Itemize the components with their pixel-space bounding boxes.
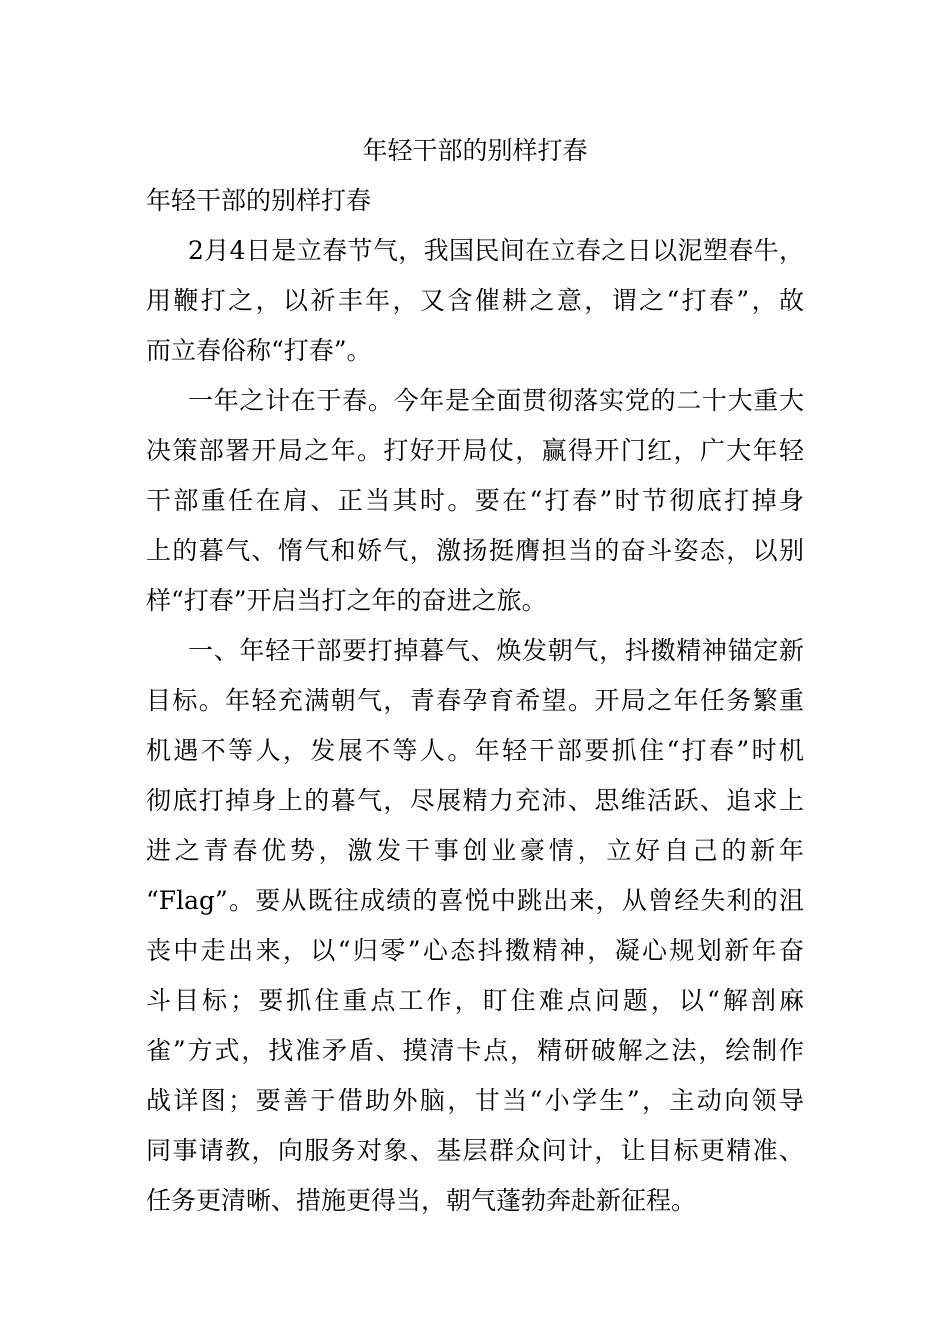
paragraph-3-line-2: 目标。年轻充满朝气，青春孕育希望。开局之年任务繁重 — [146, 686, 804, 715]
paragraph-1-line-2: 用鞭打之，以祈丰年，又含催耕之意，谓之“打春”，故 — [146, 286, 804, 315]
paragraph-3-line-8: 斗目标；要抓住重点工作，盯住难点问题，以“解剖麻 — [146, 986, 804, 1015]
paragraph-2-line-3: 干部重任在肩、正当其时。要在“打春”时节彻底打掉身 — [146, 486, 804, 515]
paragraph-2-line-5: 样“打春”开启当打之年的奋进之旅。 — [146, 586, 547, 615]
page-title: 年轻干部的别样打春 — [362, 136, 588, 165]
paragraph-3-line-3: 机遇不等人，发展不等人。年轻干部要抓住“打春”时机 — [146, 736, 804, 765]
paragraph-3-line-10: 战详图；要善于借助外脑，甘当“小学生”，主动向领导 — [146, 1086, 804, 1115]
paragraph-2-line-4: 上的暮气、惰气和娇气，激扬挺膺担当的奋斗姿态，以别 — [146, 536, 804, 565]
paragraph-3-line-11: 同事请教，向服务对象、基层群众问计，让目标更精准、 — [146, 1136, 804, 1165]
paragraph-3-line-5: 进之青春优势，激发干事创业豪情，立好自己的新年 — [146, 836, 804, 865]
paragraph-3-line-9: 雀”方式，找准矛盾、摸清卡点，精研破解之法，绘制作 — [146, 1036, 804, 1065]
paragraph-3-line-7: 丧中走出来，以“归零”心态抖擞精神，凝心规划新年奋 — [146, 936, 804, 965]
paragraph-2-line-1: 一年之计在于春。今年是全面贯彻落实党的二十大重大 — [188, 386, 804, 415]
paragraph-3-line-1: 一、年轻干部要打掉暮气、焕发朝气，抖擞精神锚定新 — [188, 636, 804, 665]
paragraph-2-line-2: 决策部署开局之年。打好开局仗，赢得开门红，广大年轻 — [146, 436, 804, 465]
paragraph-3-line-6: “Flag”。要从既往成绩的喜悦中跳出来，从曾经失利的沮 — [146, 886, 804, 915]
paragraph-1-line-3: 而立春俗称“打春”。 — [146, 336, 372, 365]
paragraph-1-line-1: 2月4日是立春节气，我国民间在立春之日以泥塑春牛， — [188, 236, 804, 265]
paragraph-3-line-4: 彻底打掉身上的暮气，尽展精力充沛、思维活跃、追求上 — [146, 786, 804, 815]
document-subtitle: 年轻干部的别样打春 — [146, 186, 372, 215]
paragraph-3-line-12: 任务更清晰、措施更得当，朝气蓬勃奔赴新征程。 — [146, 1186, 697, 1215]
